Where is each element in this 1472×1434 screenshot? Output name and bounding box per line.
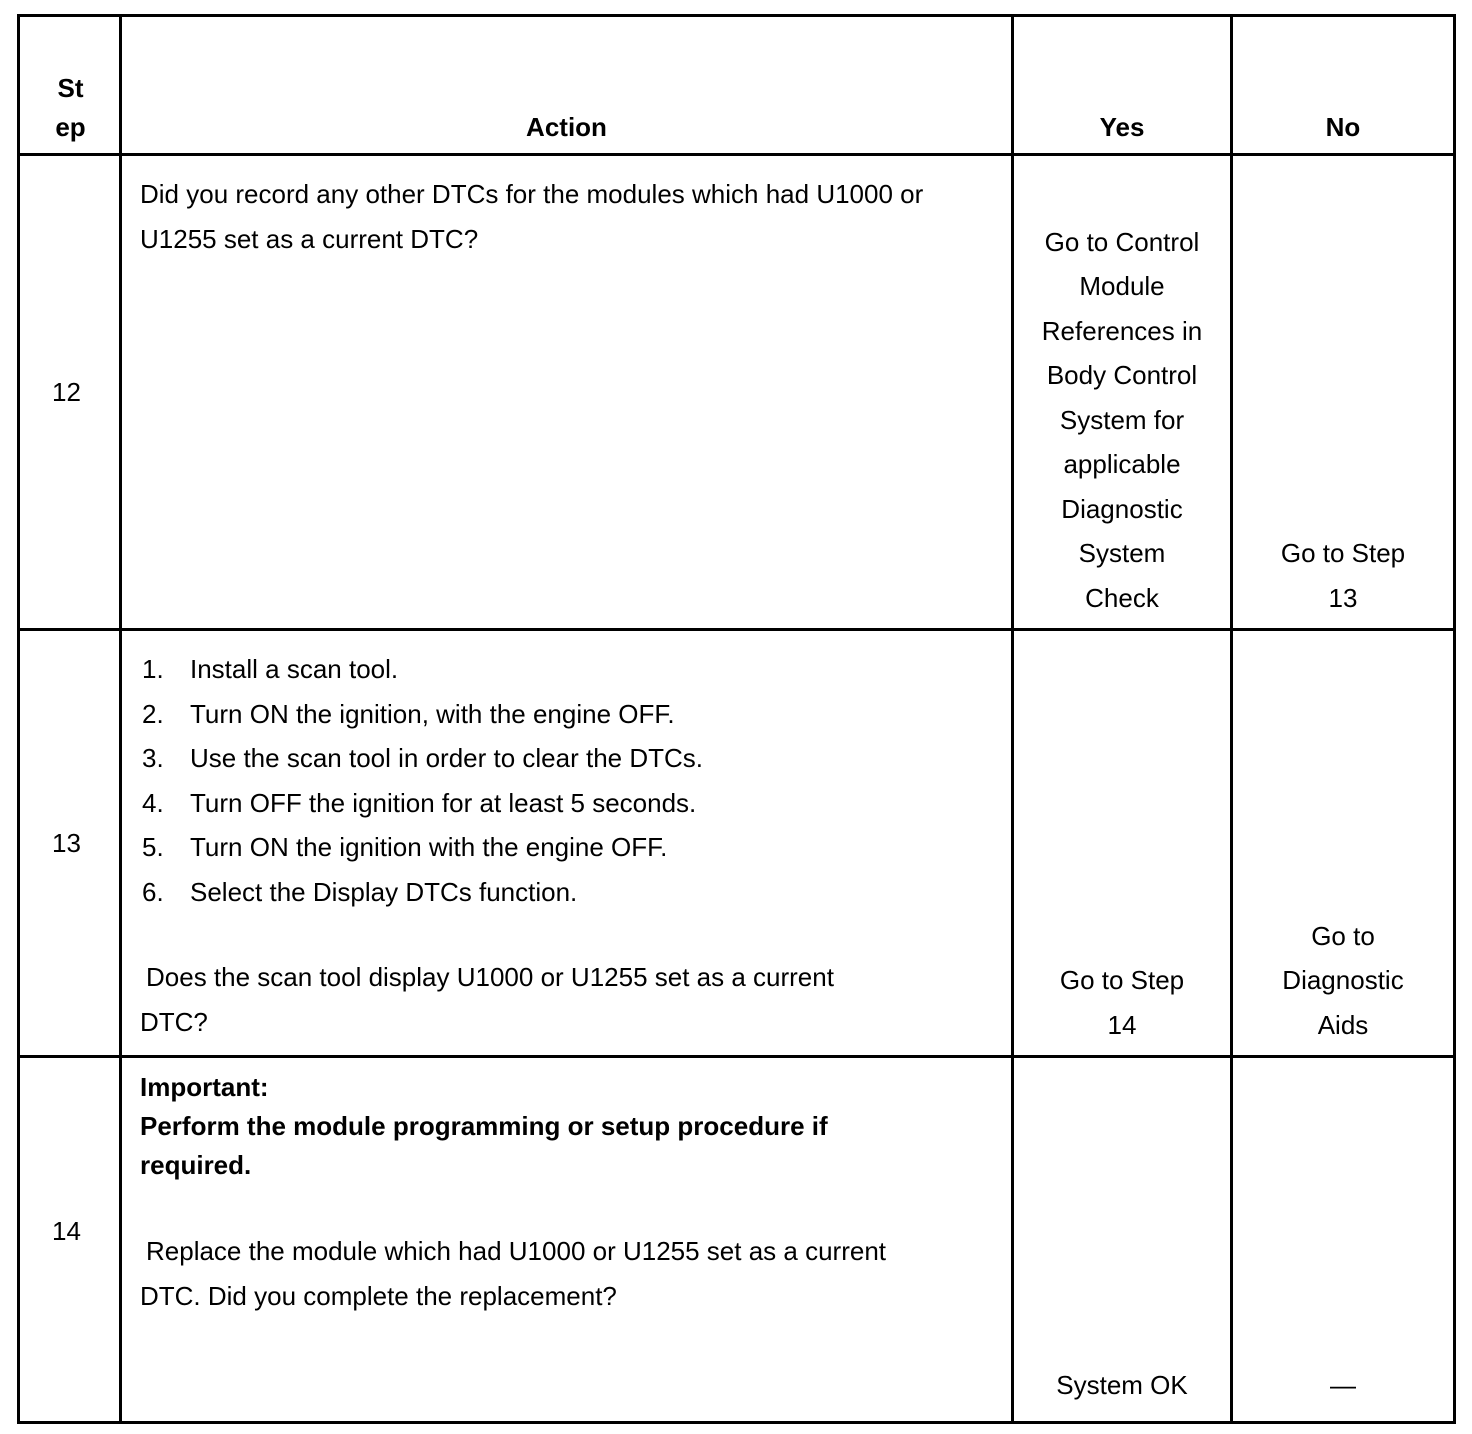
list-item: 6. Select the Display DTCs function.	[142, 876, 578, 907]
table-row	[19, 1057, 1455, 1423]
no-text: —	[1330, 1369, 1356, 1400]
table-row	[19, 155, 1455, 630]
yes-cell	[1013, 1057, 1232, 1423]
header-step	[19, 16, 121, 155]
list-item: 5. Turn ON the ignition with the engine OFF.	[142, 832, 668, 862]
step-cell	[19, 630, 121, 1057]
header-yes: Yes	[1013, 16, 1232, 155]
no-cell	[1232, 630, 1455, 1057]
yes-text: System OK	[1056, 1369, 1188, 1400]
table-row	[19, 630, 1455, 1057]
yes-text: Go to Step 14	[1059, 965, 1185, 1040]
step-number: 14	[52, 1216, 81, 1247]
yes-cell	[1013, 630, 1232, 1057]
step-number: 12	[52, 376, 81, 407]
diagnostic-step-table	[17, 14, 1456, 1424]
action-cell	[121, 630, 1013, 1057]
action-question: Does the scan tool display U1000 or U1255 set as a current DTC?	[140, 962, 834, 1037]
table-header-row	[19, 16, 1455, 155]
step-cell	[19, 1057, 121, 1423]
yes-cell	[1013, 155, 1232, 630]
action-text: Did you record any other DTCs for the modules which had U1000 or U1255 set as a current DTC?	[140, 179, 924, 254]
list-item: 3. Use the scan tool in order to clear the DTCs.	[142, 743, 704, 773]
important-note	[140, 1068, 911, 1185]
yes-text: Go to Control Module References in Body Control System for applicable Diagnostic System Check	[1041, 226, 1203, 613]
header-step-line2: ep	[55, 112, 86, 142]
action-step-list	[140, 647, 991, 914]
no-text: Go to Diagnostic Aids	[1282, 920, 1404, 1040]
header-no: No	[1232, 16, 1455, 155]
list-item: 2. Turn ON the ignition, with the engine OFF.	[142, 698, 675, 729]
action-text: Replace the module which had U1000 or U1255 set as a current DTC. Did you complete the replacement?	[140, 1236, 886, 1311]
header-action: Action	[121, 16, 1013, 155]
step-cell	[19, 155, 121, 630]
no-cell	[1232, 155, 1455, 630]
action-cell	[121, 155, 1013, 630]
no-text: Go to Step 13	[1280, 538, 1406, 613]
action-cell	[121, 1057, 1013, 1423]
step-number: 13	[52, 827, 81, 858]
header-step-line1: St	[57, 73, 84, 103]
list-item: 4. Turn OFF the ignition for at least 5 seconds.	[142, 787, 697, 818]
list-item: 1. Install a scan tool.	[142, 654, 399, 684]
important-label: Important:	[140, 1072, 269, 1102]
no-cell	[1232, 1057, 1455, 1423]
important-text: Perform the module programming or setup procedure if required.	[140, 1111, 828, 1180]
